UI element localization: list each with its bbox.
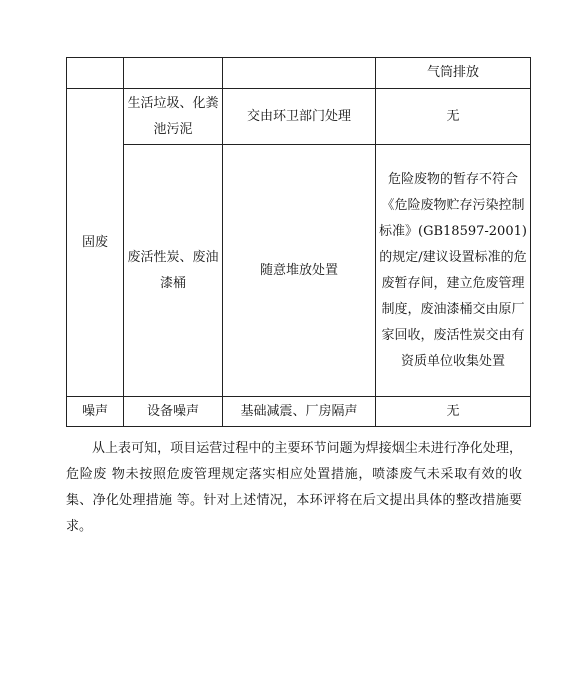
table-row: [67, 89, 531, 145]
pollution-problem-table: [66, 57, 531, 427]
current-measure-cell: 交由环卫部门处理: [223, 89, 376, 145]
problem-cell: 危险废物的暂存不符合《危险废物贮存污染控制标准》(GB18597-2001)的规定/建议设置标准的危废暂存间，建立危废管理制度，废油漆桶交由原厂家回收，废活性炭交由有资质单位收集处置: [376, 145, 531, 397]
category-cell-solid-waste: 固废: [67, 89, 124, 397]
table-cell: 气筒排放: [376, 58, 531, 89]
table-row: [67, 58, 531, 89]
category-cell-noise: 噪声: [67, 397, 124, 427]
table-cell: [124, 58, 223, 89]
table-cell: [223, 58, 376, 89]
body-paragraph: 从上表可知，项目运营过程中的主要环节问题为焊接烟尘未进行净化处理，危险废 物未按照危废管理规定落实相应处置措施，喷漆废气未采取有效的收集、净化处理措施 等。针对上述情况，本环评将在后文提出具体的整改措施要求。: [66, 441, 522, 534]
source-cell: 废活性炭、废油漆桶: [124, 145, 223, 397]
problem-cell: 无: [376, 397, 531, 427]
table-row: [67, 145, 531, 397]
table-cell: [67, 58, 124, 89]
source-cell: 设备噪声: [124, 397, 223, 427]
current-measure-cell: 随意堆放处置: [223, 145, 376, 397]
problem-cell: 无: [376, 89, 531, 145]
source-cell: 生活垃圾、化粪池污泥: [124, 89, 223, 145]
table-row: [67, 397, 531, 427]
current-measure-cell: 基础减震、厂房隔声: [223, 397, 376, 427]
